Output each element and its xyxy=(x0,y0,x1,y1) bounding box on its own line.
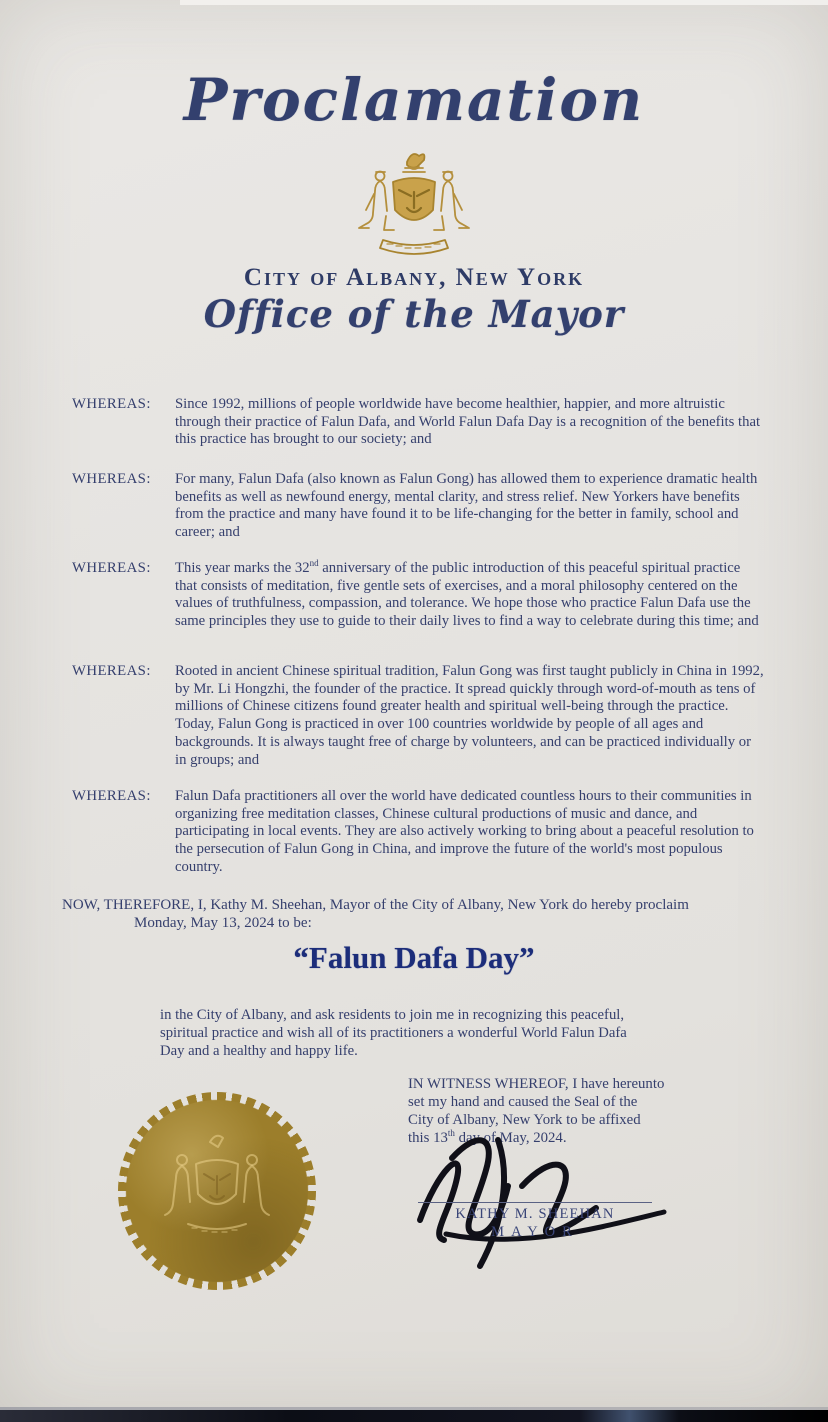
ordinal-superscript: th xyxy=(447,1127,455,1138)
city-coat-of-arms-icon xyxy=(349,146,479,260)
mayor-signature xyxy=(402,1126,702,1274)
signature-line xyxy=(418,1202,652,1203)
whereas-clause xyxy=(72,788,766,877)
whereas-label: WHEREAS: xyxy=(72,788,151,804)
photo-top-edge xyxy=(180,0,828,5)
witness-line3: City of Albany, New York to be affixed xyxy=(408,1111,641,1128)
city-name-heading: City of Albany, New York xyxy=(243,264,585,291)
whereas-clause xyxy=(72,471,766,542)
seal-crest-emboss-icon xyxy=(152,1122,282,1260)
whereas-text: This year marks the 32nd anniversary of the public introduction of this peaceful spiritual practice that consists of meditation, five gentle sets of exercises, and a moral philosophy centered on the values of truthfulness, compassion, and tolerance. We hope those who practice Falun Dafa use the same principles they use to guide to their daily lives to find a way to celebrate during this time; and xyxy=(175,558,759,630)
now-therefore-clause xyxy=(62,896,782,932)
whereas-label: WHEREAS: xyxy=(72,560,151,576)
signer-name: KATHY M. SHEEHAN xyxy=(455,1206,615,1222)
photo-bottom-edge xyxy=(0,1410,828,1422)
whereas-label: WHEREAS: xyxy=(72,396,151,412)
whereas-clause xyxy=(72,396,766,449)
whereas-label: WHEREAS: xyxy=(72,471,151,487)
now-therefore-line2: Monday, May 13, 2024 to be: xyxy=(134,915,312,931)
whereas-label: WHEREAS: xyxy=(72,663,151,679)
whereas-text: For many, Falun Dafa (also known as Falun Gong) has allowed them to experience dramatic health benefits as well as newfound energy, mental clarity, and stress relief. New Yorkers have benefits from the practice and many have found it to be life-changing for the better in family, school and career; and xyxy=(175,471,758,541)
whereas-text: Rooted in ancient Chinese spiritual tradition, Falun Gong was first taught publicly in China in 1992, by Mr. Li Hongzhi, the founder of the practice. It spread quickly through word-of-mouth as tens of millions of Chinese citizens found greater health and spiritual well-being through the practice. Today, Falun Gong is practiced in over 100 countries worldwide by people of all ages and backgrounds. It is always taught free of charge by volunteers, and can be practiced individually or in groups; and xyxy=(175,663,764,768)
embossed-gold-seal-icon xyxy=(118,1092,316,1290)
falun-dafa-day-title: “Falun Dafa Day” xyxy=(293,940,535,975)
proclamation-script-title: Proclamation xyxy=(183,66,645,134)
whereas-text: Since 1992, millions of people worldwide have become healthier, happier, and more altruistic through their practice of Falun Dafa, and World Falun Dafa Day is a recognition of the benefits that this practice has brought to our society; and xyxy=(175,396,761,448)
closing-paragraph: in the City of Albany, and ask residents to join me in recognizing this peaceful, spiritual practice and wish all of its practitioners a wonderful World Falun Dafa Day and a healthy and happy life. xyxy=(160,1007,627,1059)
witness-line2: set my hand and caused the Seal of the xyxy=(408,1093,638,1110)
signer-title: MAYOR xyxy=(491,1224,579,1240)
whereas-clause xyxy=(72,663,766,769)
witness-line4: this 13th day of May, 2024. xyxy=(408,1127,567,1146)
whereas-text: Falun Dafa practitioners all over the world have dedicated countless hours to their communities in organizing free meditation classes, Chinese cultural productions of music and dance, and participating in local events. They are also actively working to bring about a peaceful resolution to the persecution of Falun Gong in China, and improve the future of the world's most populous country. xyxy=(175,788,754,875)
office-of-the-mayor-heading: Office of the Mayor xyxy=(203,292,625,336)
witness-line1: IN WITNESS WHEREOF, I have hereunto xyxy=(408,1076,665,1092)
ordinal-superscript: nd xyxy=(309,558,319,569)
whereas-clause xyxy=(72,560,766,631)
now-therefore-line1: NOW, THEREFORE, I, Kathy M. Sheehan, Mayor of the City of Albany, New York do hereby proclaim xyxy=(62,897,689,913)
